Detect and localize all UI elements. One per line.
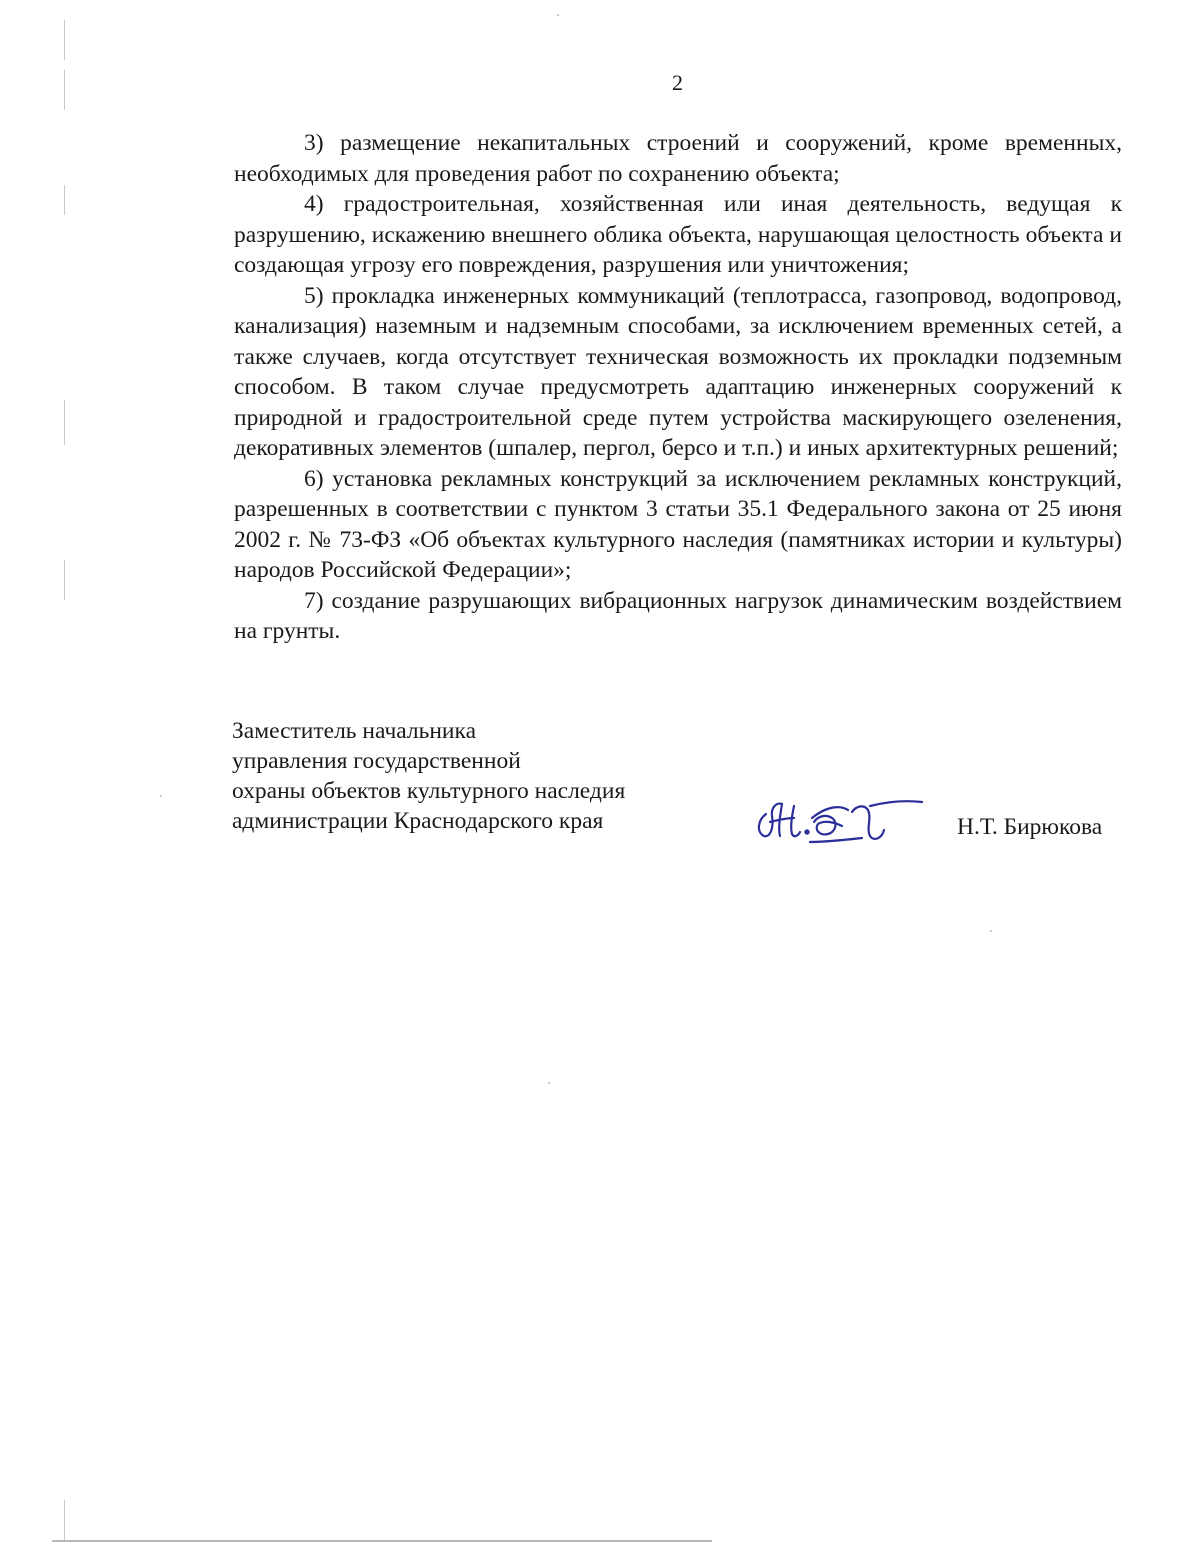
scan-speck	[548, 1082, 550, 1084]
scan-edge-mark	[64, 20, 65, 60]
scan-speck	[160, 795, 162, 797]
scan-speck	[557, 14, 559, 16]
scan-edge-mark	[64, 70, 65, 110]
scan-bottom-edge	[52, 1540, 712, 1542]
prohibitions-list	[234, 128, 1122, 647]
scan-edge-mark	[64, 400, 65, 445]
list-item: 3) размещение некапитальных строений и сооружений, кроме временных, необходимых для проведения работ по сохранению объекта;	[234, 130, 1122, 187]
page-number: 2	[672, 70, 683, 95]
scan-edge-mark	[64, 560, 65, 600]
position-line: управления государственной	[232, 748, 521, 774]
list-item: 6) установка рекламных конструкций за исключением рекламных конструкций, разрешенных в соответствии с пунктом 3 статьи 35.1 Федерального закона от 25 июня 2002 г. № 73-ФЗ «Об объектах культурного наследия (памятниках истории и культуры) народов Российской Федерации»;	[234, 465, 1122, 583]
position-line: охраны объектов культурного наследия	[232, 778, 626, 804]
position-line: Заместитель начальника	[232, 718, 476, 744]
position-line: администрации Краснодарского края	[232, 808, 604, 834]
scan-edge-mark	[64, 1500, 65, 1540]
signer-name: Н.Т. Бирюкова	[957, 814, 1103, 840]
list-item: 4) градостроительная, хозяйственная или иная деятельность, ведущая к разрушению, искажению внешнего облика объекта, нарушающая целостность объекта и создающая угрозу его повреждения, разрушения или уничтожения;	[234, 191, 1122, 278]
handwritten-signature	[752, 792, 927, 854]
scan-edge-mark	[64, 185, 65, 215]
list-item: 7) создание разрушающих вибрационных нагрузок динамическим воздействием на грунты.	[234, 587, 1122, 644]
list-item: 5) прокладка инженерных коммуникаций (теплотрасса, газопровод, водопровод, канализация) наземным и надземным способами, за исключением временных сетей, а также случаев, когда отсутствует техническая возможность их прокладки подземным способом. В таком случае предусмотреть адаптацию инженерных сооружений к природной и градостроительной среде путем устройства маскирующего озеленения, декоративных элементов (шпалер, пергол, берсо и т.п.) и иных архитектурных решений;	[234, 282, 1122, 461]
scan-speck	[990, 930, 992, 932]
signatory-position	[232, 716, 625, 836]
